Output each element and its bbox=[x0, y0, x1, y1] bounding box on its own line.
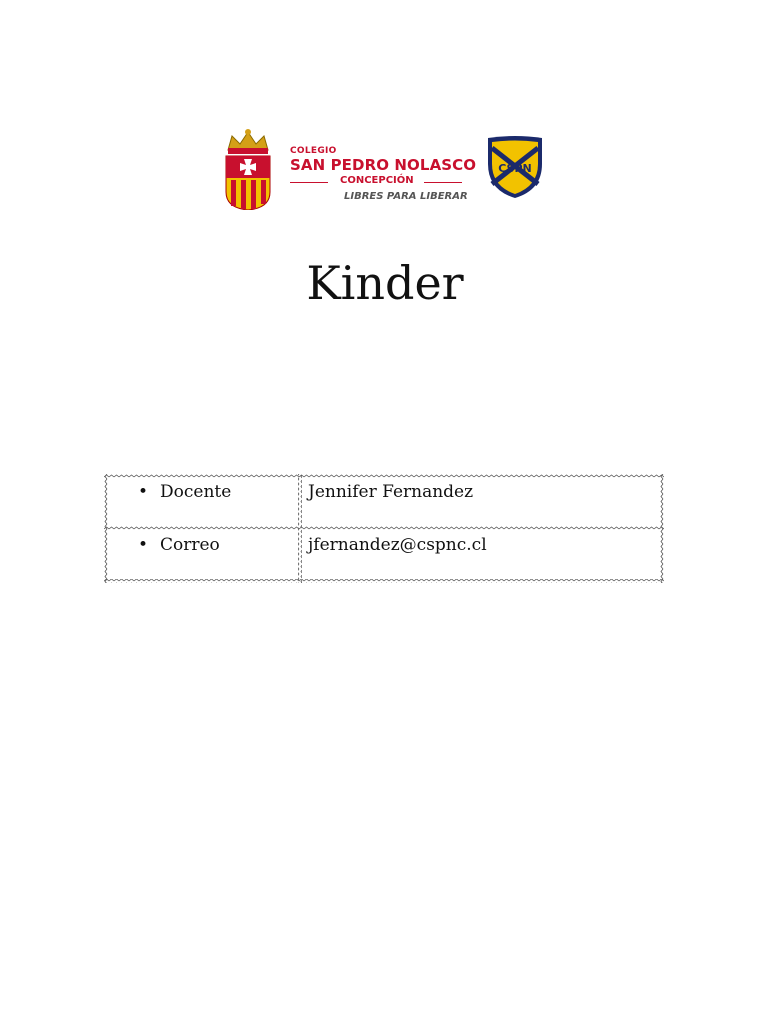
table-row-docente bbox=[104, 474, 664, 526]
bullet-icon: • bbox=[138, 535, 149, 555]
wordmark-city: CONCEPCIÓN bbox=[340, 175, 414, 186]
cspn-shield-icon bbox=[484, 134, 546, 200]
coat-of-arms-icon bbox=[222, 126, 274, 210]
info-table bbox=[104, 474, 664, 584]
wordmark-city-row bbox=[290, 175, 464, 189]
wordmark-divider-left bbox=[290, 182, 328, 183]
school-wordmark bbox=[290, 146, 477, 210]
wordmark-top: COLEGIO bbox=[290, 146, 337, 156]
email-link[interactable]: jfernandez@cspnc.cl bbox=[308, 535, 487, 555]
emblem-text: CSPN bbox=[498, 162, 532, 175]
row-label: Correo bbox=[160, 535, 220, 555]
row-label: Docente bbox=[160, 482, 232, 502]
bullet-icon: • bbox=[138, 482, 149, 502]
wordmark-divider-right bbox=[424, 182, 462, 183]
wordmark-motto: LIBRES PARA LIBERAR bbox=[344, 191, 468, 202]
wordmark-name: SAN PEDRO NOLASCO bbox=[290, 156, 477, 174]
page-title: Kinder bbox=[306, 256, 464, 310]
table-row-correo bbox=[104, 527, 664, 579]
row-value: Jennifer Fernandez bbox=[308, 482, 474, 502]
header-logos bbox=[222, 126, 552, 212]
